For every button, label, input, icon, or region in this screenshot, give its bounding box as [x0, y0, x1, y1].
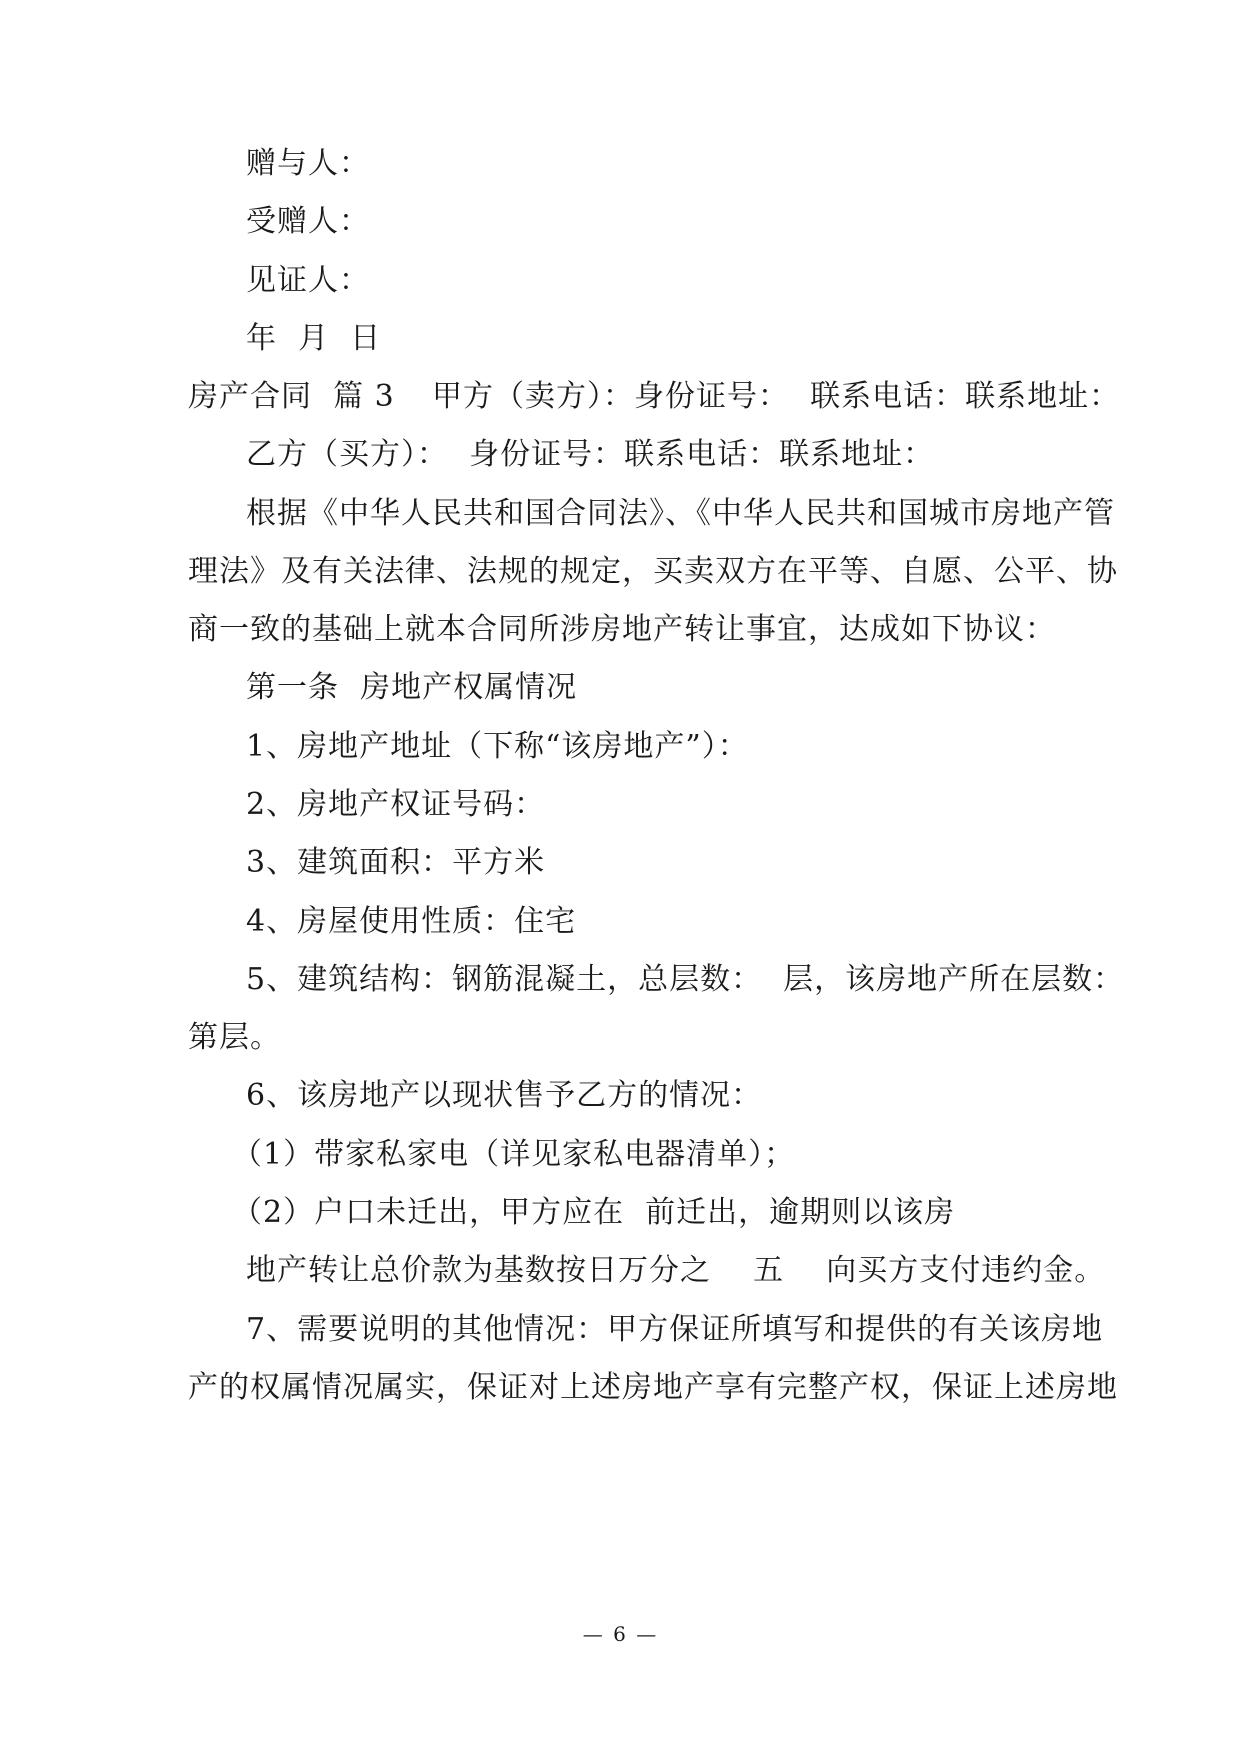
witness-line: 见证人： — [246, 263, 370, 298]
list-item: 6、该房地产以现状售予乙方的情况： — [246, 1078, 763, 1113]
paragraph-line: 根据《中华人民共和国合同法》、《中华人民共和国城市房地产管 — [246, 496, 1115, 531]
party-a-line: 甲方（卖方）：身份证号： 联系电话：联系地址： — [432, 379, 1121, 414]
sub-list-item: （2）户口未迁出，甲方应在 前迁出，逾期则以该房 — [232, 1195, 956, 1230]
page-number: — 6 — — [582, 1622, 659, 1646]
list-item: 7、需要说明的其他情况：甲方保证所填写和提供的有关该房地 — [246, 1312, 1104, 1347]
recipient-line: 受赠人： — [246, 204, 370, 239]
donor-line: 赠与人： — [246, 146, 370, 181]
list-item: 2、房地产权证号码： — [246, 787, 546, 822]
section-title: 房产合同 篇 3 — [188, 379, 395, 414]
date-line: 年 月 日 — [246, 321, 382, 356]
list-item: 3、建筑面积：平方米 — [246, 845, 546, 880]
list-item: 1、房地产地址（下称“该房地产”）： — [246, 729, 749, 764]
paragraph-line: 理法》及有关法律、法规的规定，买卖双方在平等、自愿、公平、协 — [188, 554, 1118, 589]
list-item-continuation: 产的权属情况属实，保证对上述房地产享有完整产权，保证上述房地 — [188, 1370, 1118, 1405]
article-heading: 第一条 房地产权属情况 — [246, 670, 578, 705]
sub-list-item: （1）带家私家电（详见家私电器清单）； — [232, 1137, 796, 1172]
list-item-continuation: 第层。 — [188, 1020, 281, 1055]
paragraph-line: 商一致的基础上就本合同所涉房地产转让事宜，达成如下协议： — [188, 612, 1056, 647]
list-item: 4、房屋使用性质：住宅 — [246, 904, 577, 939]
party-b-line: 乙方（买方）： 身份证号：联系电话：联系地址： — [246, 437, 935, 472]
sub-list-item-continuation: 地产转让总价款为基数按日万分之 五 向买方支付违约金。 — [246, 1253, 1106, 1288]
list-item: 5、建筑结构：钢筋混凝土，总层数： 层，该房地产所在层数： — [246, 962, 1125, 997]
